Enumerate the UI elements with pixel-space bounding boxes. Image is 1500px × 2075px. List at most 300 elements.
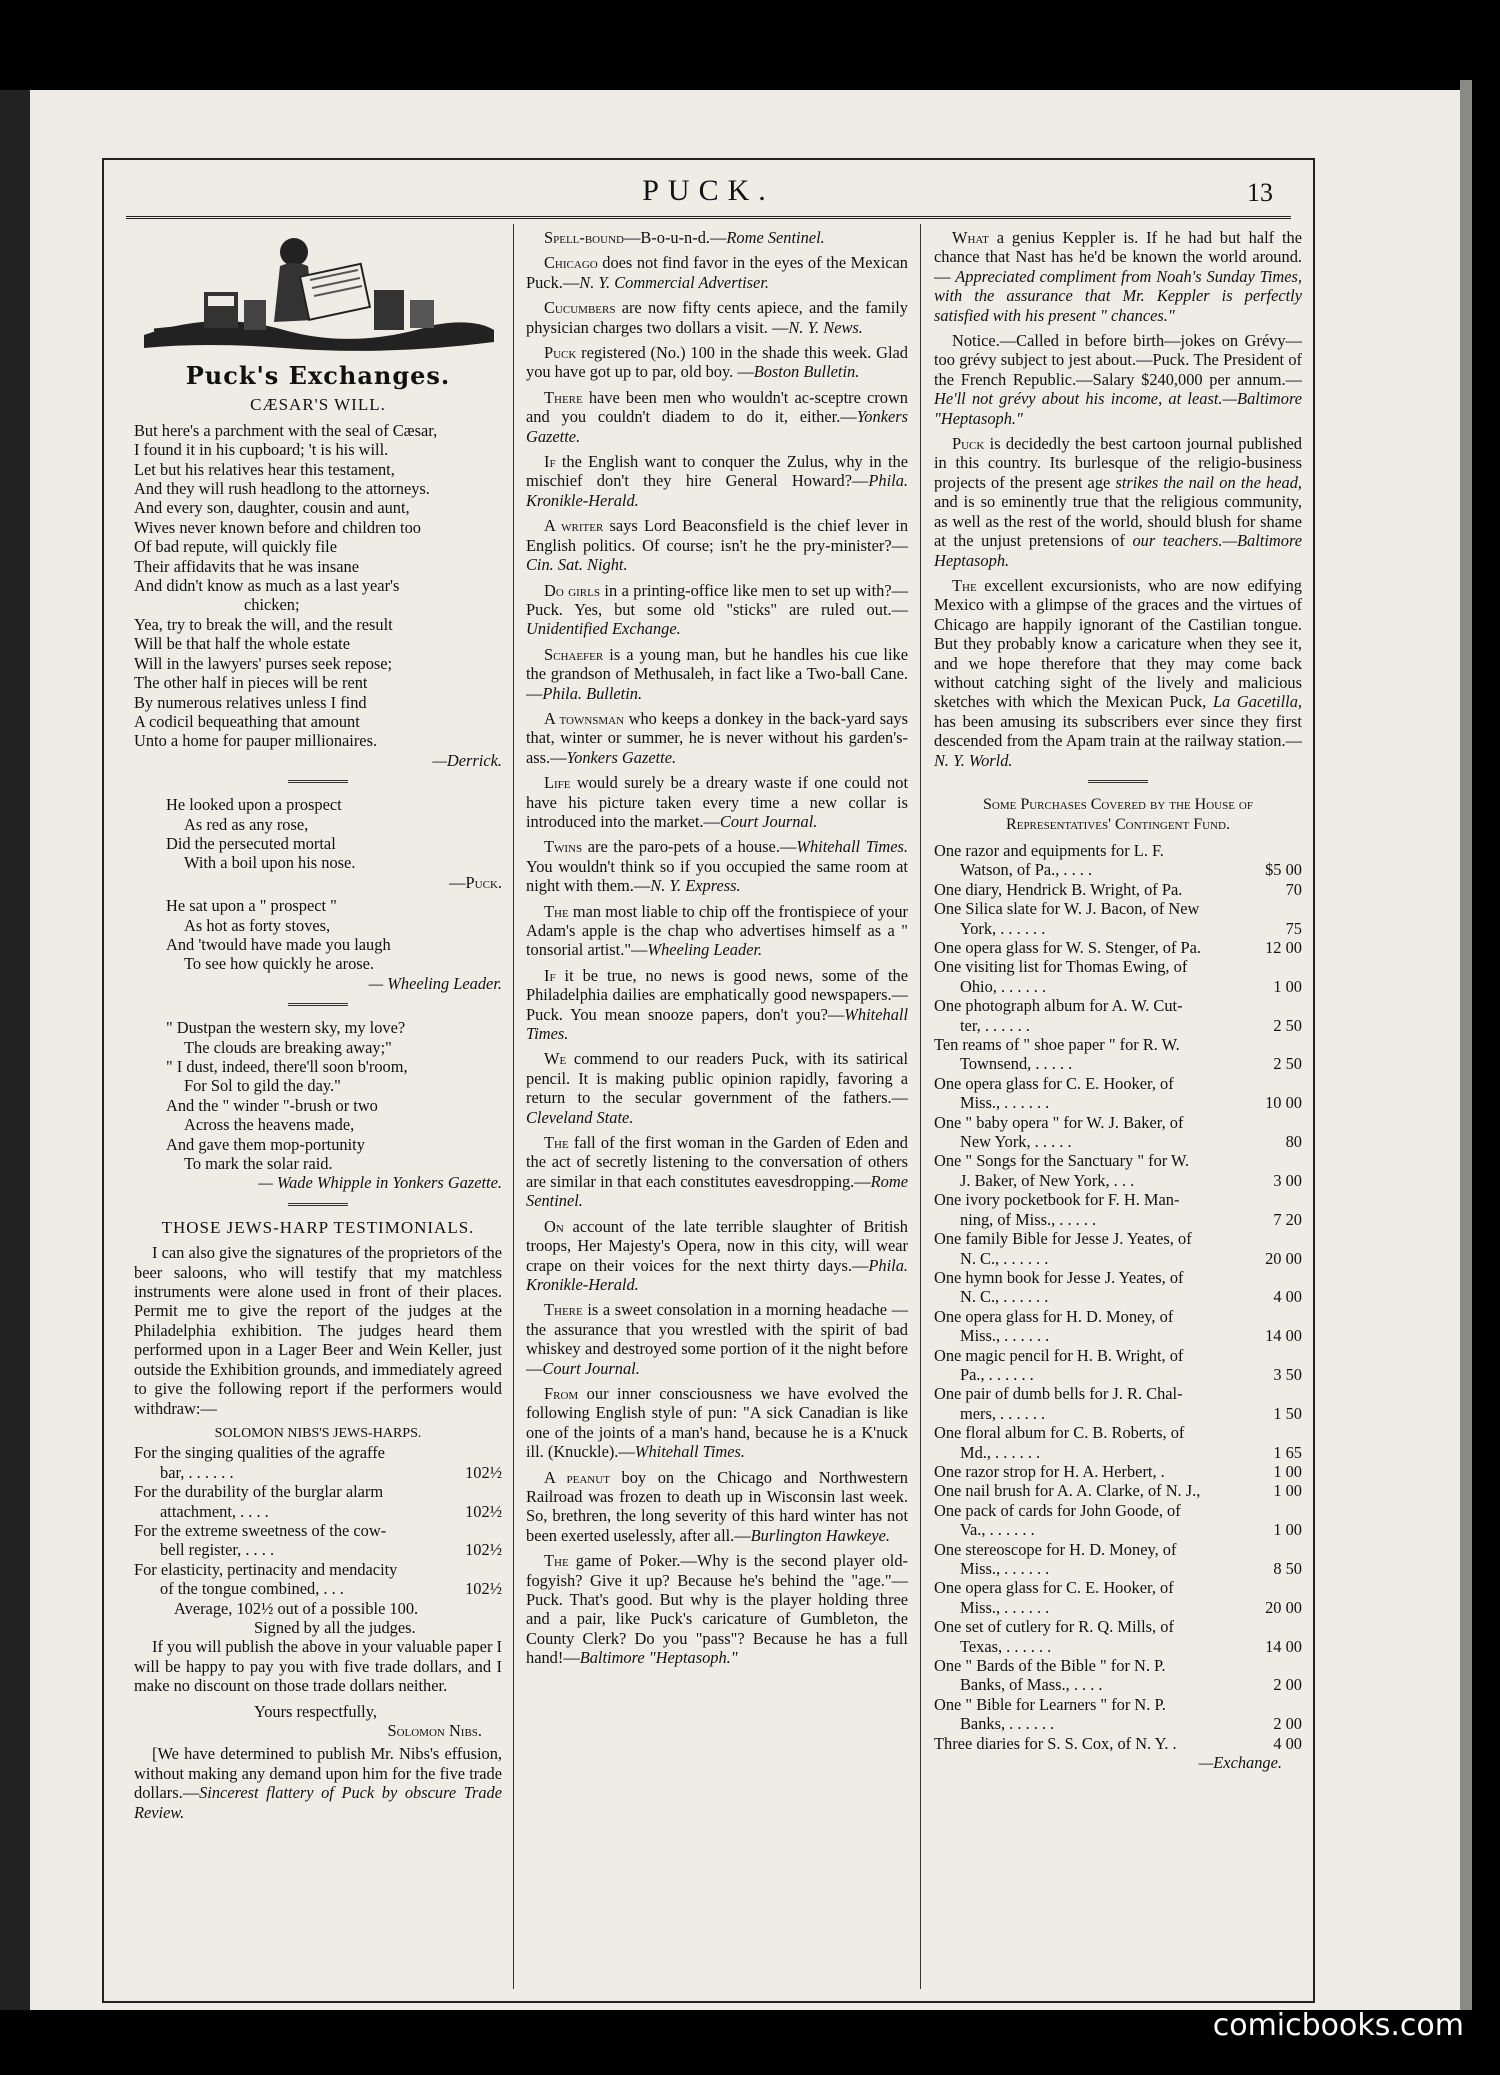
item-text: does not find favor in the eyes of the Mexican Puck.— bbox=[526, 253, 908, 292]
item-source: Yonkers Gazette. bbox=[526, 407, 908, 446]
item-lead: Puck bbox=[544, 343, 577, 363]
row-text: Banks, . . . . . . bbox=[960, 1714, 1055, 1734]
purchase-row bbox=[934, 1734, 1302, 1753]
exchange-item bbox=[526, 452, 908, 510]
item-text: is a sweet consolation in a morning headache — the assurance that you wrestled with the spirit of bad whiskey and destroyed some portion of it the night before — bbox=[526, 1300, 908, 1378]
poem-line: chicken; bbox=[244, 595, 300, 615]
row-text: One Silica slate for W. J. Bacon, of New bbox=[934, 899, 1200, 919]
item-text: who keeps a donkey in the back-yard says that, winter or summer, he is never without his garden's-ass.— bbox=[526, 708, 908, 767]
purchase-row bbox=[934, 1404, 1302, 1423]
row-value: 102½ bbox=[465, 1501, 502, 1521]
row-text: One stereoscope for H. D. Money, of bbox=[934, 1539, 1177, 1559]
row-text: For elasticity, pertinacity and mendacity bbox=[134, 1559, 398, 1579]
purchase-row bbox=[934, 1016, 1302, 1035]
row-value: 14 00 bbox=[1265, 1636, 1302, 1656]
purchase-row bbox=[934, 1210, 1302, 1229]
poem-line: But here's a parchment with the seal of Cæsar, bbox=[134, 420, 438, 440]
purchase-row bbox=[934, 1093, 1302, 1112]
row-text: N. C., . . . . . . bbox=[960, 1248, 1049, 1268]
poem-line: Yea, try to break the will, and the result bbox=[134, 614, 393, 634]
row-text: bar, . . . . . . bbox=[160, 1462, 234, 1482]
poem-line: " I dust, indeed, there'll soon b'room, bbox=[166, 1057, 408, 1076]
poem-line: Across the heavens made, bbox=[184, 1115, 355, 1135]
poem-line: As hot as forty stoves, bbox=[184, 915, 331, 935]
purchase-row bbox=[934, 1151, 1302, 1170]
row-value: 2 00 bbox=[1273, 1714, 1302, 1734]
row-text: One family Bible for Jesse J. Yeates, of bbox=[934, 1229, 1192, 1249]
signature: Solomon Nibs. bbox=[387, 1721, 482, 1740]
poem-line: And they will rush headlong to the attorneys. bbox=[134, 479, 430, 499]
row-text: Miss., . . . . . . bbox=[960, 1597, 1050, 1617]
rating-row bbox=[134, 1521, 502, 1540]
row-text: Miss., . . . . . . bbox=[960, 1093, 1050, 1113]
poem-line: A codicil bequeathing that amount bbox=[134, 711, 360, 731]
row-text: One razor strop for H. A. Herbert, . bbox=[934, 1461, 1165, 1481]
caesar-will-title: CÆSAR'S WILL. bbox=[250, 395, 386, 415]
row-value: 75 bbox=[1285, 918, 1302, 938]
purchase-row bbox=[934, 1617, 1302, 1636]
purchase-row bbox=[934, 1190, 1302, 1209]
poem-line: And 'twould have made you laugh bbox=[166, 934, 391, 954]
poem-line: And didn't know as much as a last year's bbox=[134, 576, 400, 596]
purchase-row bbox=[934, 1462, 1302, 1481]
exchange-item bbox=[526, 388, 908, 446]
row-value: 102½ bbox=[465, 1540, 502, 1560]
editor-note-end: Puck by obscure Trade Review. bbox=[134, 1783, 502, 1822]
purchase-row bbox=[934, 1695, 1302, 1714]
purchases-title: Some Purchases Covered by the House of Representatives' Contingent Fund. bbox=[983, 795, 1253, 833]
item-lead: The bbox=[544, 1133, 569, 1153]
purchase-row bbox=[934, 1132, 1302, 1151]
purchase-row bbox=[934, 1481, 1302, 1500]
rating-row bbox=[134, 1443, 502, 1462]
editor-note-text: [We have determined to publish Mr. Nibs's effusion, without making any demand upon him for the five trade dollars.— bbox=[134, 1744, 502, 1803]
row-value: 2 00 bbox=[1273, 1675, 1302, 1695]
poem-line: Unto a home for pauper millionaires. bbox=[134, 731, 378, 751]
item-source: Boston Bulletin. bbox=[753, 362, 860, 382]
item-lead: If bbox=[544, 965, 556, 985]
purchase-row bbox=[934, 1074, 1302, 1093]
exchange-item bbox=[526, 773, 908, 831]
item-text: game of Poker.—Why is the second player old-fogyish? Give it up? Because he's behind the "age."—Puck. That's good. But why is the player holding three and a pair, like Puck's caricature of Gumbleton, the County Clerk? Do you "pass"? Because he has a full hand!— bbox=[526, 1551, 908, 1668]
item-lead: The bbox=[544, 901, 569, 921]
jews-harp-closing: If you will publish the above in your valuable paper I will be happy to pay you with five trade dollars, and I make no discount on those trade dollars neither. bbox=[134, 1637, 502, 1696]
row-value: 20 00 bbox=[1265, 1597, 1302, 1617]
purchase-row bbox=[934, 1656, 1302, 1675]
purchase-row bbox=[934, 1035, 1302, 1054]
exchange-item bbox=[934, 228, 1302, 325]
purchase-row bbox=[934, 977, 1302, 996]
attribution: —Puck. bbox=[449, 872, 502, 892]
row-value: 80 bbox=[1285, 1132, 1302, 1152]
row-value: 102½ bbox=[465, 1579, 502, 1599]
item-source: He'll not grévy about his income, at least.—Baltimore "Heptasoph." bbox=[934, 389, 1302, 428]
item-source: La Gacetilla, bbox=[1212, 692, 1302, 712]
exchange-item bbox=[526, 1468, 908, 1546]
purchase-row bbox=[934, 1598, 1302, 1617]
item-text: commend to our readers Puck, with its satirical pencil. It is making public opinion rapidly, favoring a return to the secular government of the fathers.— bbox=[526, 1049, 908, 1108]
poem-line: And gave them mop-portunity bbox=[166, 1134, 365, 1154]
editor-note bbox=[134, 1744, 502, 1822]
column-3 bbox=[934, 228, 1302, 1772]
exchange-item bbox=[526, 228, 908, 247]
item-lead: If bbox=[544, 452, 556, 472]
exchanges-title: Puck's Exchanges. bbox=[185, 361, 451, 390]
item-source: Court Journal. bbox=[719, 811, 818, 831]
item-text: are now fifty cents apiece, and the family physician charges two dollars a visit. — bbox=[526, 298, 908, 337]
poem-line: Their affidavits that he was insane bbox=[134, 556, 359, 576]
row-text: One " Songs for the Sanctuary " for W. bbox=[934, 1151, 1190, 1171]
purchase-row bbox=[934, 1171, 1302, 1190]
item-source: Phila. Kronikle-Herald. bbox=[526, 471, 908, 510]
row-text: J. Baker, of New York, . . . bbox=[960, 1170, 1135, 1190]
exchange-item bbox=[526, 1133, 908, 1211]
row-text: New York, . . . . . bbox=[960, 1132, 1072, 1152]
page-edge bbox=[1460, 80, 1472, 2010]
item-source: Whitehall Times. bbox=[796, 837, 908, 857]
row-text: Pa., . . . . . . bbox=[960, 1364, 1034, 1384]
rating-row bbox=[134, 1482, 502, 1501]
dustpan-poem bbox=[134, 1018, 502, 1173]
row-text: One opera glass for C. E. Hooker, of bbox=[934, 1578, 1174, 1598]
row-value: 1 00 bbox=[1273, 976, 1302, 996]
poem-line: Wives never known before and children too bbox=[134, 517, 421, 537]
row-value: 1 00 bbox=[1273, 1461, 1302, 1481]
header-rule bbox=[126, 216, 1291, 219]
purchase-row bbox=[934, 1443, 1302, 1462]
purchase-row bbox=[934, 1714, 1302, 1733]
exchange-item bbox=[526, 1551, 908, 1667]
row-text: ter, . . . . . . bbox=[960, 1015, 1030, 1035]
item-lead: On bbox=[544, 1216, 564, 1236]
row-text: One opera glass for H. D. Money, of bbox=[934, 1306, 1174, 1326]
rating-row bbox=[134, 1540, 502, 1559]
item-lead: There bbox=[544, 387, 583, 407]
purchase-row bbox=[934, 996, 1302, 1015]
purchase-row bbox=[934, 1559, 1302, 1578]
exchange-item bbox=[526, 1217, 908, 1295]
item-lead: Do girls bbox=[544, 580, 600, 600]
column-divider bbox=[513, 224, 514, 1989]
row-text: Miss., . . . . . . bbox=[960, 1559, 1050, 1578]
row-text: York, . . . . . . bbox=[960, 918, 1046, 938]
watermark: comicbooks.com bbox=[1212, 2008, 1464, 2043]
column-3-items bbox=[934, 228, 1302, 770]
item-lead: The bbox=[952, 575, 977, 595]
row-value: 7 20 bbox=[1273, 1209, 1302, 1229]
poem-line: Did the persecuted mortal bbox=[166, 833, 336, 853]
row-value: 102½ bbox=[465, 1462, 502, 1482]
row-text: attachment, . . . . bbox=[160, 1501, 269, 1521]
row-text: Texas, . . . . . . bbox=[960, 1636, 1052, 1656]
item-source: our teachers.—Baltimore Heptasoph. bbox=[934, 531, 1302, 570]
row-text: For the extreme sweetness of the cow- bbox=[134, 1520, 387, 1540]
purchase-row bbox=[934, 957, 1302, 976]
item-text: have been men who wouldn't ac-sceptre crown and you couldn't diadem to do it, either.— bbox=[526, 387, 908, 427]
exchange-item bbox=[526, 902, 908, 960]
purchase-row bbox=[934, 1307, 1302, 1326]
row-text: One visiting list for Thomas Ewing, of bbox=[934, 957, 1188, 977]
row-text: One " baby opera " for W. J. Baker, of bbox=[934, 1112, 1184, 1132]
poem-line: To mark the solar raid. bbox=[184, 1154, 333, 1174]
row-text: One diary, Hendrick B. Wright, of Pa. bbox=[934, 879, 1183, 899]
row-value: 2 50 bbox=[1273, 1054, 1302, 1074]
item-source: Phila. Bulletin. bbox=[542, 683, 643, 703]
nibs-heading: SOLOMON NIBS'S JEWS-HARPS. bbox=[214, 1425, 422, 1441]
row-value: 14 00 bbox=[1265, 1326, 1302, 1346]
poem-line: He looked upon a prospect bbox=[166, 795, 342, 815]
purchase-row bbox=[934, 1054, 1302, 1073]
item-text: boy on the Chicago and Northwestern Railroad was frozen to death up in Wisconsin last week. So, brethren, the long severity of this hard winter has not been exerted uselessly, after all.— bbox=[526, 1467, 908, 1545]
masthead: PUCK. bbox=[642, 174, 775, 207]
poem-line: The other half in pieces will be rent bbox=[134, 673, 368, 693]
row-text: Va., . . . . . . bbox=[960, 1520, 1035, 1540]
item-text: has been amusing its subscribers ever since they first descended from the Apam train at the railway station.— bbox=[934, 711, 1302, 751]
item-source: Baltimore "Heptasoph." bbox=[579, 1648, 738, 1668]
item-lead: Life bbox=[544, 773, 571, 793]
poem-line: And every son, daughter, cousin and aunt, bbox=[134, 498, 410, 518]
poem-line: For Sol to gild the day." bbox=[184, 1076, 341, 1096]
row-text: One pair of dumb bells for J. R. Chal- bbox=[934, 1384, 1183, 1404]
jews-harp-title: THOSE JEWS-HARP TESTIMONIALS. bbox=[161, 1217, 475, 1237]
row-value: 1 50 bbox=[1273, 1403, 1302, 1423]
exchange-item bbox=[526, 343, 908, 382]
purchases-list bbox=[934, 841, 1302, 1753]
item-lead: A peanut bbox=[544, 1467, 610, 1487]
exchange-item bbox=[934, 434, 1302, 570]
row-text: Townsend, . . . . . bbox=[960, 1054, 1073, 1074]
attribution: — Wheeling Leader. bbox=[368, 973, 502, 993]
item-source: Rome Sentinel. bbox=[726, 228, 825, 247]
purchase-row bbox=[934, 899, 1302, 918]
poem-line: As red as any rose, bbox=[184, 814, 309, 834]
row-value: 1 00 bbox=[1273, 1520, 1302, 1540]
editor-note-italic: Sincerest flattery of bbox=[199, 1783, 334, 1803]
poem-line: He sat upon a " prospect " bbox=[166, 896, 337, 916]
item-text: would surely be a dreary waste if one could not have his picture taken every time a new collar is introduced into the market.— bbox=[526, 773, 908, 831]
item-source: Whitehall Times. bbox=[526, 1004, 908, 1044]
item-lead: Chicago bbox=[544, 253, 598, 273]
row-text: Ten reams of " shoe paper " for R. W. bbox=[934, 1035, 1180, 1055]
row-value: 10 00 bbox=[1265, 1093, 1302, 1113]
item-text: a genius Keppler is. If he had but half the chance that Nast has he'd be known the world around. — bbox=[934, 228, 1302, 286]
attribution: —Derrick. bbox=[432, 750, 502, 770]
row-text: One razor and equipments for L. F. bbox=[934, 840, 1164, 860]
row-text: ning, of Miss., . . . . . bbox=[960, 1209, 1097, 1229]
item-source: Unidentified Exchange. bbox=[526, 619, 681, 639]
prospect-poem-reply bbox=[134, 896, 502, 974]
purchase-row bbox=[934, 1268, 1302, 1287]
purchase-row bbox=[934, 1520, 1302, 1539]
poem-line: Of bad repute, will quickly file bbox=[134, 537, 338, 557]
row-value: 1 65 bbox=[1273, 1442, 1302, 1462]
exchange-item bbox=[526, 966, 908, 1044]
item-text: says Lord Beaconsfield is the chief lever in English politics. Of course; isn't he the pry-minister?— bbox=[526, 516, 909, 555]
poem-line: Let but his relatives hear this testament, bbox=[134, 459, 395, 479]
row-value: 1 00 bbox=[1273, 1481, 1302, 1501]
purchase-row bbox=[934, 1578, 1302, 1597]
row-text: One " Bards of the Bible " for N. P. bbox=[934, 1656, 1166, 1676]
column-2 bbox=[526, 228, 908, 1674]
item-source: Phila. Kronikle-Herald. bbox=[526, 1255, 908, 1294]
column-1 bbox=[134, 228, 502, 1828]
row-value: 2 50 bbox=[1273, 1015, 1302, 1035]
row-text: mers, . . . . . . bbox=[960, 1403, 1046, 1423]
item-text: —B-o-u-n-d.— bbox=[623, 228, 727, 247]
item-lead: Spell-bound bbox=[544, 228, 624, 247]
purchase-row bbox=[934, 880, 1302, 899]
item-source: N. Y. Commercial Advertiser. bbox=[579, 272, 769, 292]
item-text: it be true, no news is good news, some of the Philadelphia dailies are emphatically good newspapers.—Puck. You mean snooze papers, don't you?— bbox=[526, 965, 908, 1024]
item-lead: From bbox=[544, 1383, 579, 1403]
exchange-item bbox=[526, 837, 908, 895]
item-source: Cin. Sat. Night. bbox=[526, 555, 628, 575]
row-text: Miss., . . . . . . bbox=[960, 1326, 1050, 1346]
row-text: One nail brush for A. A. Clarke, of N. J., bbox=[934, 1481, 1201, 1501]
purchase-row bbox=[934, 1113, 1302, 1132]
poem-line: Will be that half the whole estate bbox=[134, 634, 350, 654]
purchase-row bbox=[934, 1249, 1302, 1268]
item-lead: Schaefer bbox=[544, 644, 604, 664]
item-lead: There bbox=[544, 1300, 583, 1320]
column-divider bbox=[920, 224, 921, 1989]
item-lead: We bbox=[544, 1049, 567, 1069]
exchanges-illustration bbox=[134, 230, 502, 360]
item-lead: Cucumbers bbox=[544, 298, 616, 318]
caesar-will-poem bbox=[134, 421, 502, 751]
average-line: Average, 102½ out of a possible 100. bbox=[174, 1598, 419, 1618]
purchase-row bbox=[934, 1365, 1302, 1384]
row-text: One opera glass for W. S. Stenger, of Pa. bbox=[934, 938, 1202, 957]
poem-line: To see how quickly he arose. bbox=[184, 954, 375, 974]
row-value: 70 bbox=[1285, 879, 1302, 899]
puck-reading-illustration bbox=[134, 230, 502, 360]
row-text: One " Bible for Learners " for N. P. bbox=[934, 1694, 1166, 1714]
item-source: Court Journal. bbox=[542, 1358, 640, 1378]
rating-row bbox=[134, 1579, 502, 1598]
row-text: One magic pencil for H. B. Wright, of bbox=[934, 1345, 1184, 1365]
item-lead: A townsman bbox=[544, 708, 625, 728]
row-text: For the durability of the burglar alarm bbox=[134, 1482, 384, 1502]
item-text: registered (No.) 100 in the shade this week. Glad you have got up to par, old boy. — bbox=[526, 343, 908, 382]
row-text: bell register, . . . . bbox=[160, 1540, 275, 1560]
poem-line: Will in the lawyers' purses seek repose; bbox=[134, 653, 393, 673]
item-source: N. Y. Express. bbox=[650, 876, 741, 896]
item-lead: What bbox=[952, 228, 989, 247]
purchase-row bbox=[934, 1326, 1302, 1345]
item-source: Wheeling Leader. bbox=[647, 940, 763, 960]
item-text: our inner consciousness we have evolved the following English style of pun: "A sick Canadian is like one of the joints of a man's hand, because he is a K'nuck ill. (Knuckle).— bbox=[526, 1383, 908, 1462]
item-lead: Puck bbox=[952, 434, 985, 454]
item-source: Burlington Hawkeye. bbox=[750, 1525, 890, 1545]
item-source: Rome Sentinel. bbox=[526, 1171, 908, 1211]
page-number: 13 bbox=[1247, 178, 1273, 207]
purchase-row bbox=[934, 1501, 1302, 1520]
purchase-row bbox=[934, 841, 1302, 860]
item-text: and is so eminently true that the religious community, as well as the rest of the world, should blush for shame at the unjust pretensions of bbox=[934, 492, 1302, 551]
item-text: is a young man, but he handles his cue like the grandson of Methusaleh, in fact like a Two-ball Cane.— bbox=[526, 644, 908, 703]
exchange-item bbox=[526, 709, 908, 767]
item-source: Whitehall Times. bbox=[634, 1442, 745, 1462]
purchase-row bbox=[934, 1229, 1302, 1248]
item-source: Yonkers Gazette. bbox=[566, 747, 677, 767]
row-text: One ivory pocketbook for F. H. Man- bbox=[934, 1190, 1180, 1210]
poem-line: The clouds are breaking away;" bbox=[184, 1037, 392, 1057]
exchange-item bbox=[934, 331, 1302, 428]
page-frame bbox=[102, 158, 1315, 2003]
purchase-row bbox=[934, 1637, 1302, 1656]
item-lead: The bbox=[544, 1551, 569, 1571]
item-source: N. Y. World. bbox=[934, 750, 1013, 770]
row-text: One floral album for C. B. Roberts, of bbox=[934, 1423, 1185, 1443]
item-text: man most liable to chip off the frontispiece of your Adam's apple is the chap who advertises himself as a " tonsorial artist."— bbox=[526, 901, 908, 960]
row-text: One opera glass for C. E. Hooker, of bbox=[934, 1073, 1174, 1093]
row-text: One photograph album for A. W. Cut- bbox=[934, 996, 1183, 1016]
item-source: N. Y. News. bbox=[788, 317, 863, 337]
exchange-item bbox=[526, 253, 908, 292]
poem-line: I found it in his cupboard; 't is his will. bbox=[134, 440, 389, 460]
yours-line: Yours respectfully, bbox=[254, 1701, 377, 1721]
item-lead: A writer bbox=[544, 516, 604, 536]
purchase-row bbox=[934, 1540, 1302, 1559]
row-value: 8 50 bbox=[1273, 1559, 1302, 1578]
row-value: $5 00 bbox=[1265, 860, 1302, 880]
purchase-row bbox=[934, 919, 1302, 938]
nibs-ratings-list bbox=[134, 1443, 502, 1598]
attribution: — Wade Whipple in Yonkers Gazette. bbox=[258, 1173, 502, 1193]
row-text: Md., . . . . . . bbox=[960, 1442, 1041, 1462]
row-text: of the tongue combined, . . . bbox=[160, 1579, 344, 1599]
item-text: are the paro-pets of a house.— bbox=[582, 837, 797, 857]
row-value: 4 00 bbox=[1273, 1733, 1302, 1753]
poem-line: By numerous relatives unless I find bbox=[134, 692, 367, 712]
row-text: One pack of cards for John Goode, of bbox=[934, 1500, 1181, 1520]
row-value: 12 00 bbox=[1265, 938, 1302, 957]
exchange-item bbox=[934, 576, 1302, 770]
purchase-row bbox=[934, 1346, 1302, 1365]
exchange-item bbox=[526, 516, 908, 574]
purchase-row bbox=[934, 1675, 1302, 1694]
section-rule bbox=[288, 1203, 348, 1208]
poem-line: With a boil upon his nose. bbox=[184, 853, 356, 873]
item-text: the English want to conquer the Zulus, why in the mischief don't they hire General Howard?— bbox=[526, 452, 908, 491]
page-header bbox=[104, 160, 1313, 218]
exchange-item bbox=[526, 1049, 908, 1127]
exchange-item bbox=[526, 645, 908, 703]
row-value: 20 00 bbox=[1265, 1248, 1302, 1268]
exchange-item bbox=[526, 1384, 908, 1462]
section-rule bbox=[288, 1003, 348, 1008]
item-source: Cleveland State. bbox=[526, 1107, 634, 1127]
row-text: N. C., . . . . . . bbox=[960, 1287, 1049, 1307]
signed-line: Signed by all the judges. bbox=[254, 1617, 416, 1637]
row-text: Ohio, . . . . . . bbox=[960, 976, 1047, 996]
jews-harp-intro: I can also give the signatures of the proprietors of the beer saloons, who will testify that my matchless instruments were alone used in front of their places. Permit me to give the report of the judges at the Philadelphia exhibition. The judges heard them performed upon in a Lager Beer and Wein Keller, just outside the Exhibition grounds, and immediately agreed to give the following report if the performers would withdraw:— bbox=[134, 1243, 502, 1418]
purchase-row bbox=[934, 860, 1302, 879]
exchange-item bbox=[526, 581, 908, 639]
purchase-row bbox=[934, 1287, 1302, 1306]
attribution: —Exchange. bbox=[1198, 1753, 1282, 1773]
poem-line: And the " winder "-brush or two bbox=[166, 1095, 378, 1115]
purchase-row bbox=[934, 1423, 1302, 1442]
rating-row bbox=[134, 1560, 502, 1579]
item-text: You wouldn't think so if you occupied the same room at night with them.— bbox=[526, 856, 908, 896]
row-text: Three diaries for S. S. Cox, of N. Y. . bbox=[934, 1733, 1177, 1753]
purchase-row bbox=[934, 938, 1302, 957]
section-rule bbox=[1088, 780, 1148, 785]
rating-row bbox=[134, 1463, 502, 1482]
row-text: Banks, of Mass., . . . . bbox=[960, 1675, 1103, 1695]
